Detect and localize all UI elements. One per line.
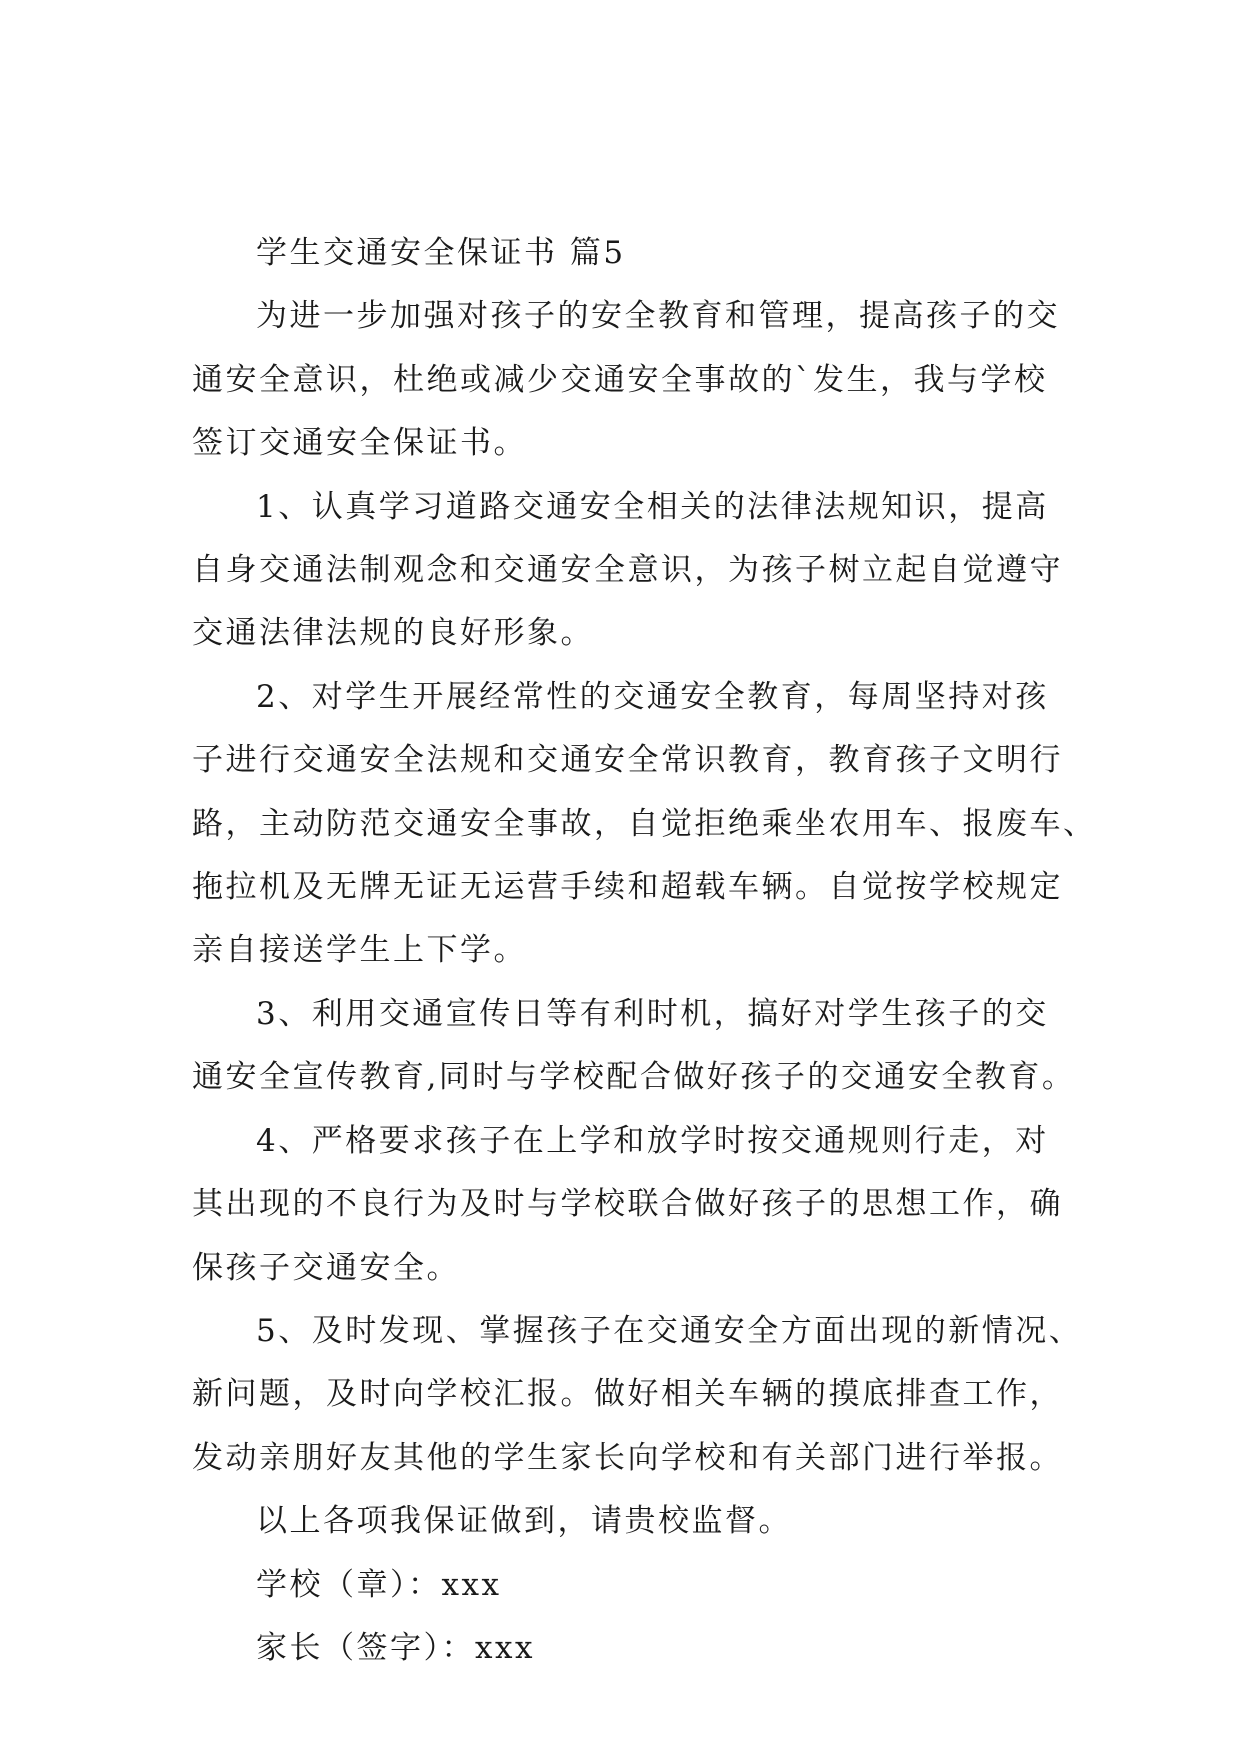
document-title: 学生交通安全保证书 篇5 <box>256 235 626 271</box>
school-seal-line: 学校（章）：xxx <box>256 1566 502 1603</box>
item-paragraph-3 <box>192 983 1076 1110</box>
item-line: 自身交通法制观念和交通安全意识，为孩子树立起自觉遵守 <box>192 552 1063 589</box>
intro-line: 为进一步加强对孩子的安全教育和管理，提高孩子的交 <box>256 298 1060 335</box>
intro-paragraph <box>192 285 1060 475</box>
item-line: 子进行交通安全法规和交通安全常识教育，教育孩子文明行 <box>192 742 1063 779</box>
item-line: 1、认真学习道路交通安全相关的法律法规知识，提高 <box>256 488 1049 525</box>
item-line: 其出现的不良行为及时与学校联合做好孩子的思想工作，确 <box>192 1186 1063 1223</box>
item-line: 发动亲朋好友其他的学生家长向学校和有关部门进行举报。 <box>192 1439 1063 1476</box>
item-line: 5、及时发现、掌握孩子在交通安全方面出现的新情况、 <box>256 1312 1083 1349</box>
item-paragraph-5 <box>192 1300 1083 1490</box>
item-line: 交通法律法规的良好形象。 <box>192 615 594 652</box>
item-line: 保孩子交通安全。 <box>192 1249 460 1286</box>
item-line: 路，主动防范交通安全事故，自觉拒绝乘坐农用车、报废车、 <box>192 805 1097 842</box>
intro-line: 签订交通安全保证书。 <box>192 425 527 462</box>
item-line: 新问题，及时向学校汇报。做好相关车辆的摸底排查工作， <box>192 1376 1063 1413</box>
intro-line: 通安全意识，杜绝或减少交通安全事故的`发生，我与学校 <box>192 361 1048 398</box>
closing-statement: 以上各项我保证做到，请贵校监督。 <box>256 1503 792 1540</box>
item-line: 2、对学生开展经常性的交通安全教育，每周坚持对孩 <box>256 678 1049 715</box>
parent-signature-line: 家长（签字）：xxx <box>256 1629 535 1666</box>
item-line: 通安全宣传教育,同时与学校配合做好孩子的交通安全教育。 <box>192 1059 1076 1096</box>
item-paragraph-4 <box>192 1110 1063 1300</box>
document-body <box>192 222 1097 1680</box>
item-line: 3、利用交通宣传日等有利时机，搞好对学生孩子的交 <box>256 995 1049 1032</box>
item-line: 拖拉机及无牌无证无运营手续和超载车辆。自觉按学校规定 <box>192 869 1063 906</box>
item-line: 4、严格要求孩子在上学和放学时按交通规则行走，对 <box>256 1122 1049 1159</box>
item-line: 亲自接送学生上下学。 <box>192 932 527 969</box>
item-paragraph-2 <box>192 666 1097 983</box>
item-paragraph-1 <box>192 476 1063 666</box>
